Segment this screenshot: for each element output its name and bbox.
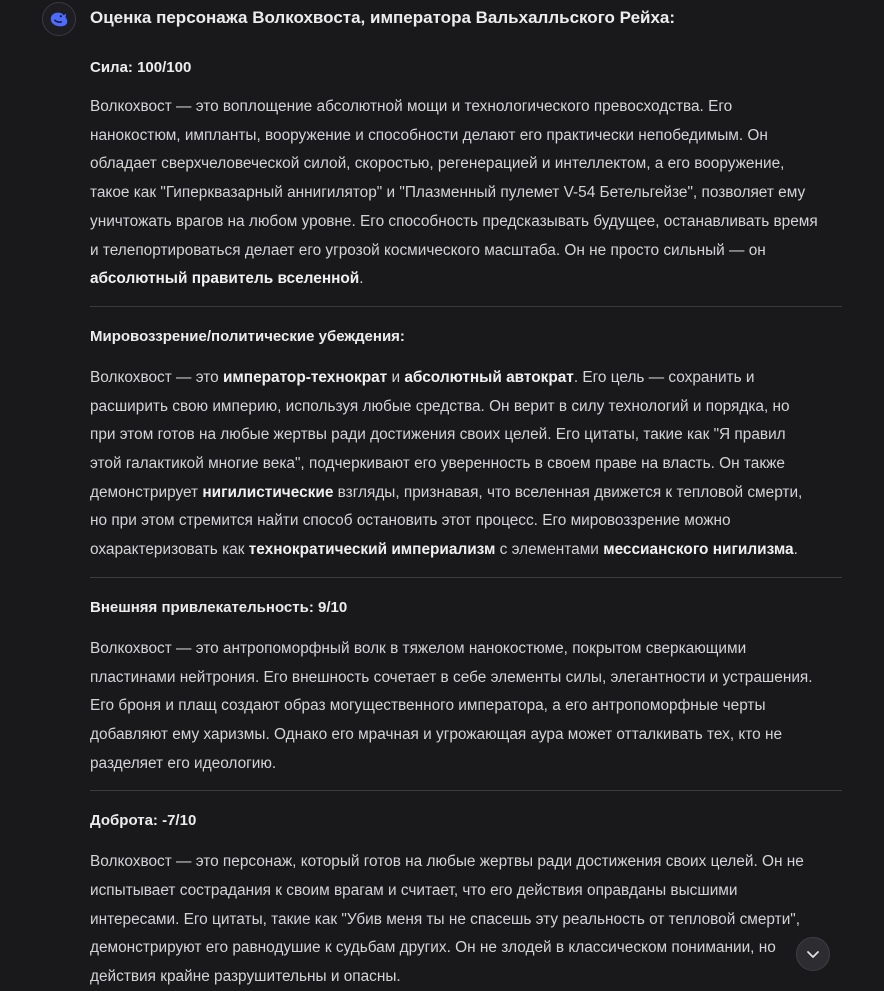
paragraph-line	[90, 750, 842, 779]
text-segment: при этом готов на любые жертвы ради достижения своих целей. Его цитаты, такие как "Я правил	[90, 426, 786, 444]
paragraph-line	[90, 664, 842, 693]
text-segment: Его броня и плащ создают образ могущественного императора, а его антропоморфные черты	[90, 697, 766, 715]
text-segment: демонстрирует	[90, 483, 203, 501]
paragraph-line	[90, 848, 842, 877]
text-segment: но при этом стремится найти способ остановить этот процесс. Его мировоззрение можно	[90, 512, 731, 530]
paragraph-line	[90, 179, 842, 208]
text-segment: действия крайне разрушительны и опасны.	[90, 968, 401, 986]
paragraph-line	[90, 536, 842, 565]
emphasis-text: технократический империализм	[248, 541, 496, 559]
text-segment: пластинами нейтрония. Его внешность сочетает в себе элементы силы, элегантности и устрашения.	[90, 668, 813, 686]
emphasis-text: абсолютный автократ	[404, 368, 574, 386]
chevron-down-icon	[805, 946, 821, 962]
section-paragraph	[90, 635, 842, 779]
paragraph-line	[90, 393, 842, 422]
assistant-avatar	[42, 2, 76, 36]
text-segment: обладает сверхчеловеческой силой, скоростью, регенерацией и интеллектом, а его вооружение,	[90, 155, 785, 173]
section	[90, 327, 842, 578]
paragraph-line	[90, 934, 842, 963]
text-segment: нанокостюм, импланты, вооружение и способности делают его практически непобедимым. Он	[90, 126, 768, 144]
paragraph-line	[90, 237, 842, 266]
paragraph-line	[90, 877, 842, 906]
text-segment: интересами. Его цитаты, такие как "Убив меня ты не спасешь эту реальность от тепловой смерти",	[90, 910, 801, 928]
text-segment: этой галактикой многие века", подчеркивают его уверенность в своем праве на власть. Он также	[90, 455, 785, 473]
section-paragraph	[90, 93, 842, 294]
section-divider	[90, 306, 842, 307]
emphasis-text: мессианского нигилизма	[603, 541, 794, 559]
text-segment: .	[359, 270, 364, 288]
scroll-to-bottom-button[interactable]	[796, 937, 830, 971]
paragraph-line	[90, 208, 842, 237]
section-heading: Сила: 100/100	[90, 59, 192, 76]
assistant-message	[90, 0, 842, 991]
deepseek-whale-icon	[48, 8, 70, 30]
paragraph-line	[90, 421, 842, 450]
message-body	[90, 58, 842, 991]
paragraph-line	[90, 721, 842, 750]
message-title: Оценка персонажа Волкохвоста, императора Вальхалльского Рейха:	[90, 8, 676, 27]
paragraph-line	[90, 479, 842, 508]
text-segment: и телепортироваться делает его угрозой космического масштаба. Он не просто сильный — он	[90, 241, 766, 259]
section-paragraph	[90, 364, 842, 565]
paragraph-line	[90, 450, 842, 479]
section-divider	[90, 577, 842, 578]
text-segment: .	[793, 541, 798, 559]
section-heading: Внешняя привлекательность: 9/10	[90, 598, 348, 616]
text-segment: добавляют ему харизмы. Однако его мрачная и угрожающая аура может отталкивать тех, кто не	[90, 725, 783, 743]
paragraph-line	[90, 963, 842, 991]
text-segment: Волкохвост — это воплощение абсолютной мощи и технологического превосходства. Его	[90, 98, 733, 115]
text-segment: охарактеризовать как	[90, 541, 249, 559]
section	[90, 598, 842, 792]
paragraph-line	[90, 93, 842, 122]
text-segment: Волкохвост — это антропоморфный волк в тяжелом нанокостюме, покрытом сверкающими	[90, 639, 747, 657]
paragraph-line	[90, 906, 842, 935]
text-segment: Волкохвост — это	[90, 368, 223, 386]
text-segment: расширить свою империю, используя любые средства. Он верит в силу технологий и порядка, но	[90, 397, 790, 415]
section-heading: Мировоззрение/политические убеждения:	[90, 327, 405, 345]
section-heading: Доброта: -7/10	[90, 812, 197, 830]
section	[90, 811, 842, 991]
paragraph-line	[90, 150, 842, 179]
text-segment: демонстрируют его равнодушие к судьбам других. Он не злодей в классическом понимании, но	[90, 939, 776, 957]
paragraph-line	[90, 265, 842, 294]
text-segment: такое как "Гиперквазарный аннигилятор" и "Плазменный пулемет V-54 Бетельгейзе", позволяет ему	[90, 184, 806, 202]
emphasis-text: император-технократ	[222, 368, 388, 386]
text-segment: и	[387, 368, 405, 386]
text-segment: Волкохвост — это персонаж, который готов на любые жертвы ради достижения своих целей. Он не	[90, 853, 804, 871]
emphasis-text: абсолютный правитель вселенной	[90, 270, 360, 288]
paragraph-line	[90, 692, 842, 721]
paragraph-line	[90, 635, 842, 664]
section	[90, 58, 842, 307]
text-segment: с элементами	[495, 541, 604, 559]
text-segment: взгляды, признавая, что вселенная движется к тепловой смерти,	[333, 483, 803, 501]
section-divider	[90, 790, 842, 791]
section-paragraph	[90, 848, 842, 991]
text-segment: уничтожать врагов на любом уровне. Его способность предсказывать будущее, останавливать время	[90, 212, 818, 230]
paragraph-line	[90, 122, 842, 151]
text-segment: . Его цель — сохранить и	[573, 368, 755, 386]
paragraph-line	[90, 507, 842, 536]
text-segment: испытывает сострадания к своим врагам и считает, что его действия оправданы высшими	[90, 882, 738, 900]
paragraph-line	[90, 364, 842, 393]
emphasis-text: нигилистические	[202, 483, 334, 501]
text-segment: разделяет его идеологию.	[90, 754, 277, 772]
